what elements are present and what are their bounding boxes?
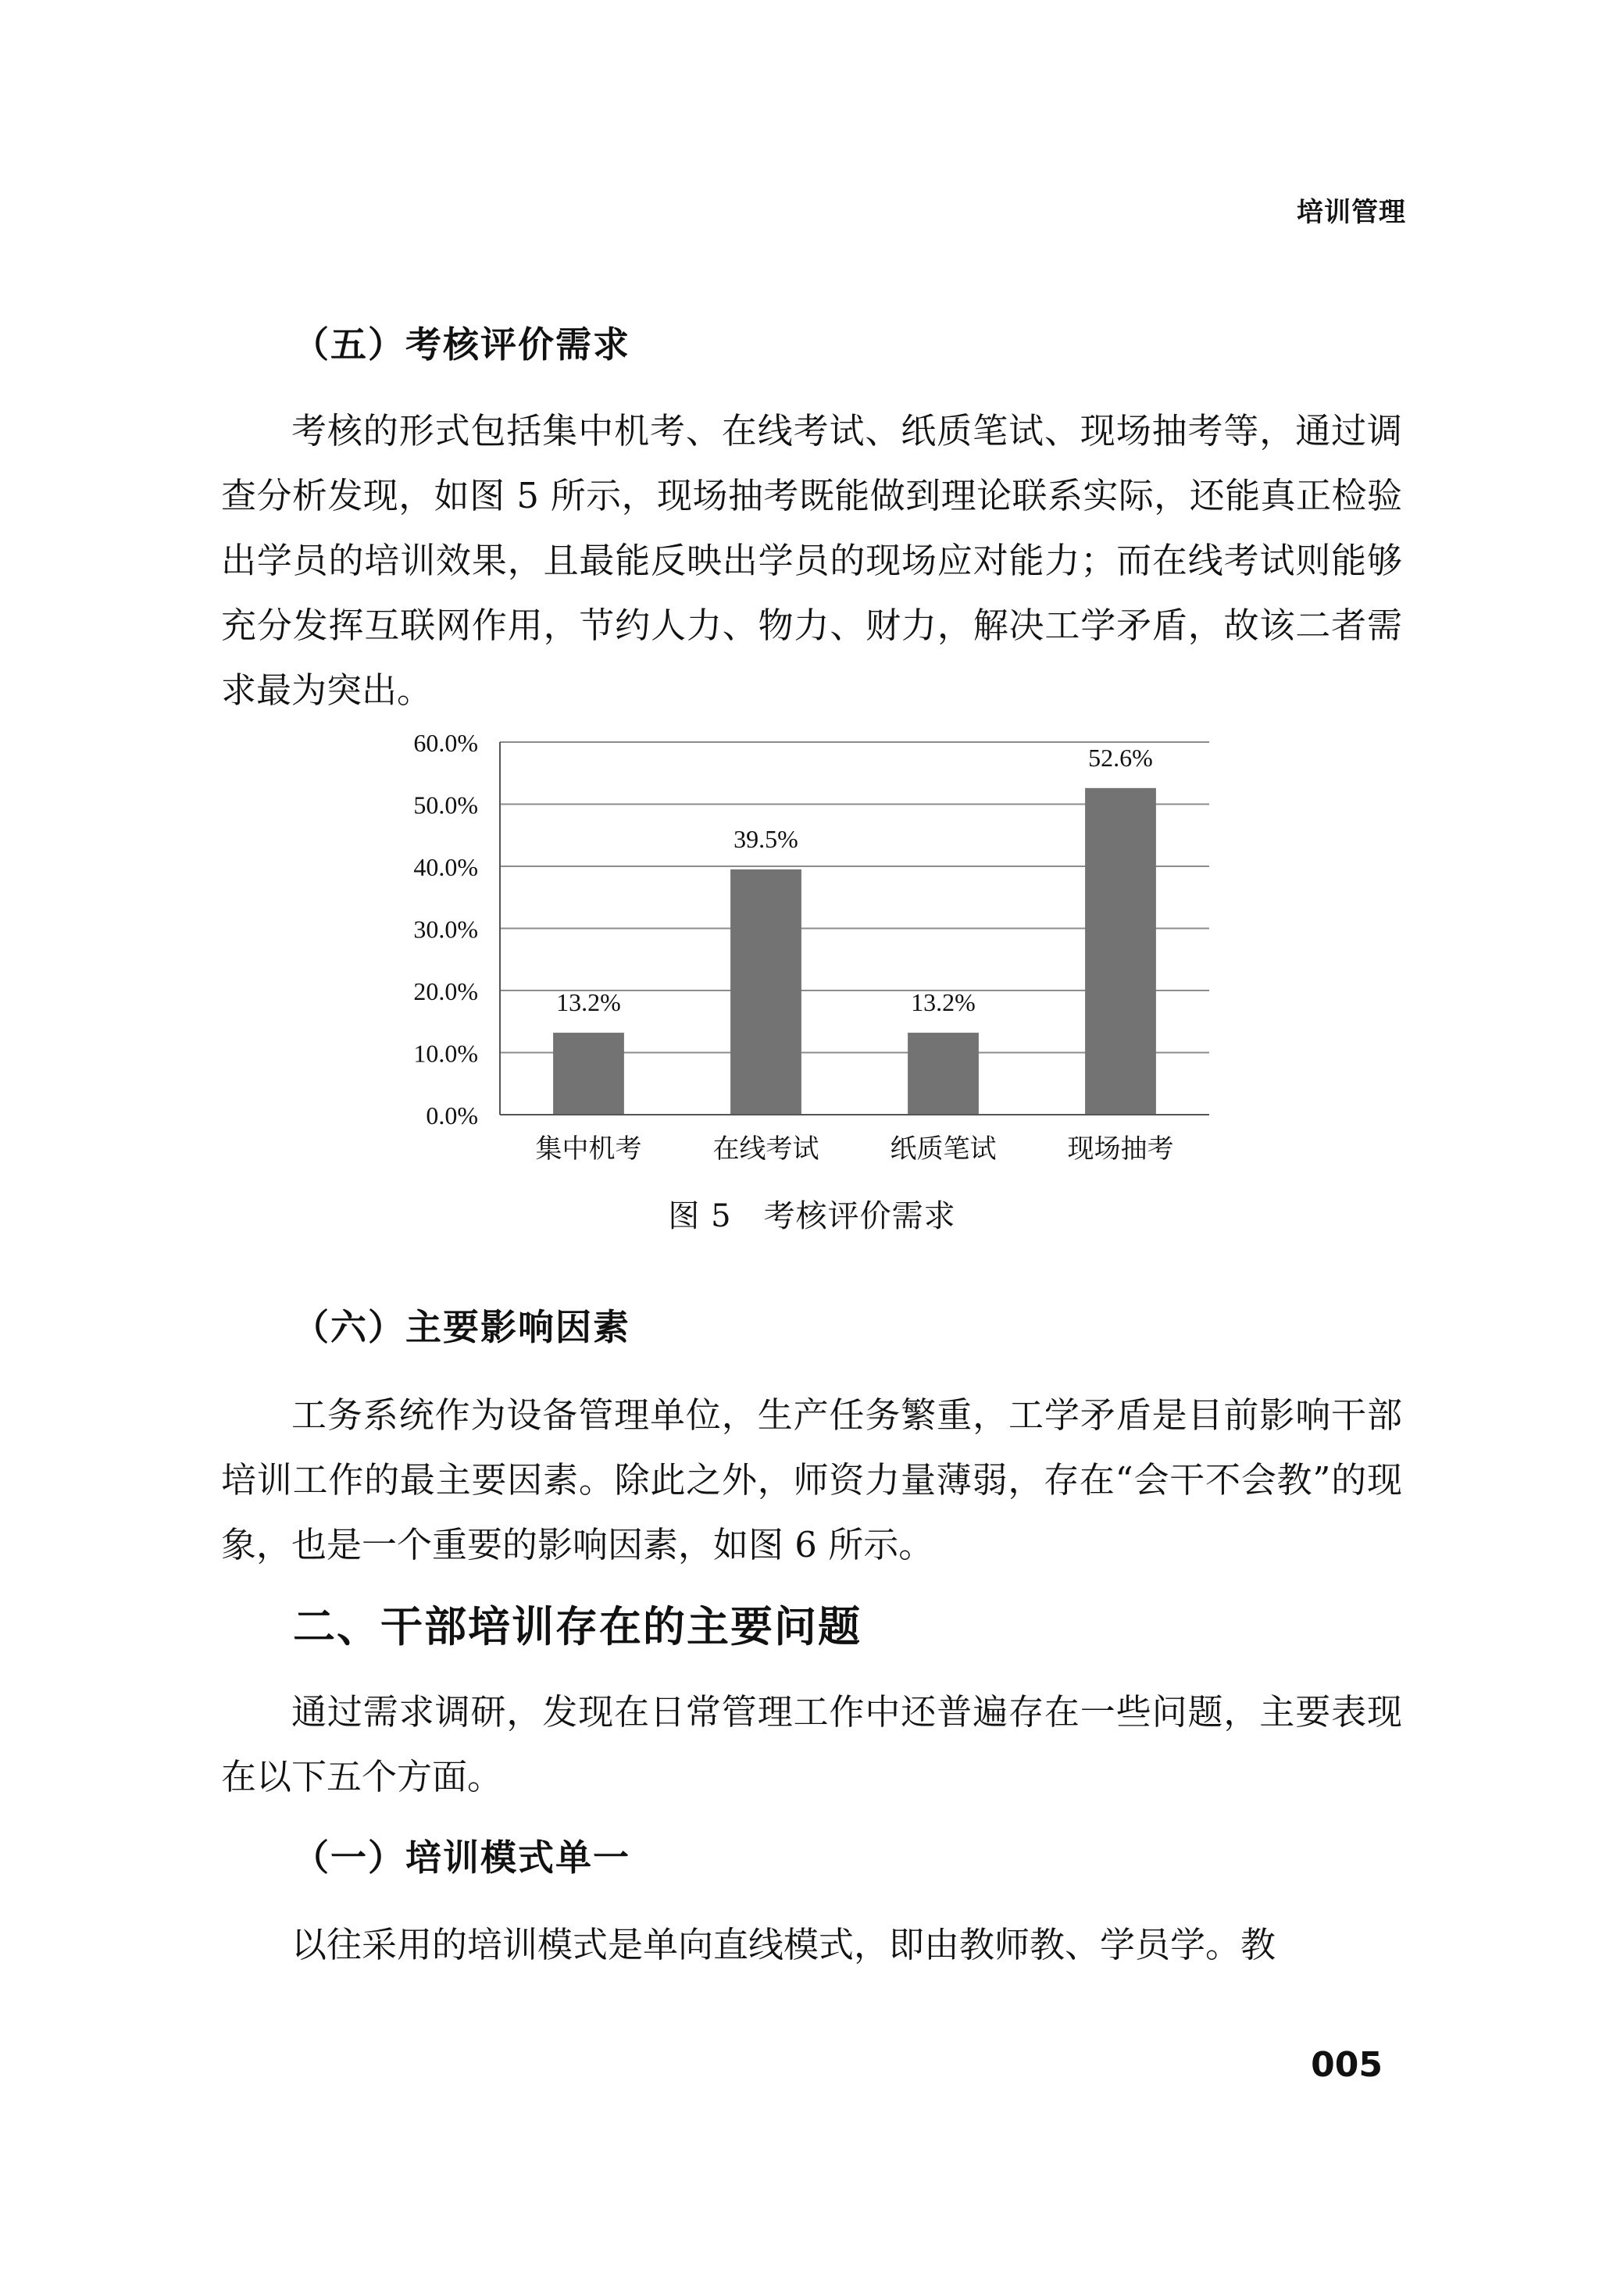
bar xyxy=(553,1033,624,1115)
section-heading-6: （六）主要影响因素 xyxy=(293,1306,630,1348)
bar xyxy=(1085,788,1156,1115)
y-tick-label: 20.0% xyxy=(413,977,478,1005)
y-tick-label: 30.0% xyxy=(413,915,478,944)
x-tick-label: 现场抽考 xyxy=(1067,1133,1174,1165)
y-tick-label: 10.0% xyxy=(413,1039,478,1068)
page-number: 005 xyxy=(1311,2045,1383,2085)
bar-value-label: 52.6% xyxy=(1088,743,1153,772)
chart-y-tick-labels xyxy=(413,729,478,1130)
y-tick-label: 50.0% xyxy=(413,791,478,819)
y-tick-label: 40.0% xyxy=(413,853,478,881)
figure-5-caption: 图 5 考核评价需求 xyxy=(668,1198,956,1234)
bar xyxy=(908,1033,979,1115)
bar xyxy=(730,869,801,1115)
section-6-paragraph: 工务系统作为设备管理单位，生产任务繁重，工学矛盾是目前影响干部培训工作的最主要因素。除此之外，师资力量薄弱，存在“会干不会教”的现象，也是一个重要的影响因素，如图 6 所示。 xyxy=(221,1394,1402,1565)
section-5-paragraph: 考核的形式包括集中机考、在线考试、纸质笔试、现场抽考等，通过调查分析发现，如图 5 所示，现场抽考既能做到理论联系实际，还能真正检验出学员的培训效果，且最能反映出学员的现场应对能力；而在线考试则能够充分发挥互联网作用，节约人力、物力、财力，解决工学矛盾，故该二者需求最为突出。 xyxy=(221,410,1402,711)
y-tick-label: 0.0% xyxy=(426,1101,478,1130)
subsection-heading-1: （一）培训模式单一 xyxy=(293,1836,630,1879)
x-tick-label: 纸质笔试 xyxy=(890,1133,997,1165)
bar-value-label: 39.5% xyxy=(733,824,798,853)
y-tick-label: 60.0% xyxy=(413,729,478,757)
chart-bars xyxy=(553,788,1156,1115)
section-heading-5: （五）考核评价需求 xyxy=(293,323,630,366)
bar-value-label: 13.2% xyxy=(911,988,976,1017)
chart-x-tick-labels xyxy=(536,1133,1174,1165)
x-tick-label: 集中机考 xyxy=(535,1133,642,1165)
chart-data-labels xyxy=(556,744,1153,1016)
running-head: 培训管理 xyxy=(1297,197,1406,228)
part-2-heading: 二、干部培训存在的主要问题 xyxy=(293,1602,862,1651)
bar-value-label: 13.2% xyxy=(556,988,621,1017)
subsection-1-paragraph: 以往采用的培训模式是单向直线模式，即由教师教、学员学。教 xyxy=(291,1924,1276,1965)
part-2-paragraph: 通过需求调研，发现在日常管理工作中还普遍存在一些问题，主要表现在以下五个方面。 xyxy=(221,1691,1402,1797)
x-tick-label: 在线考试 xyxy=(712,1133,819,1165)
